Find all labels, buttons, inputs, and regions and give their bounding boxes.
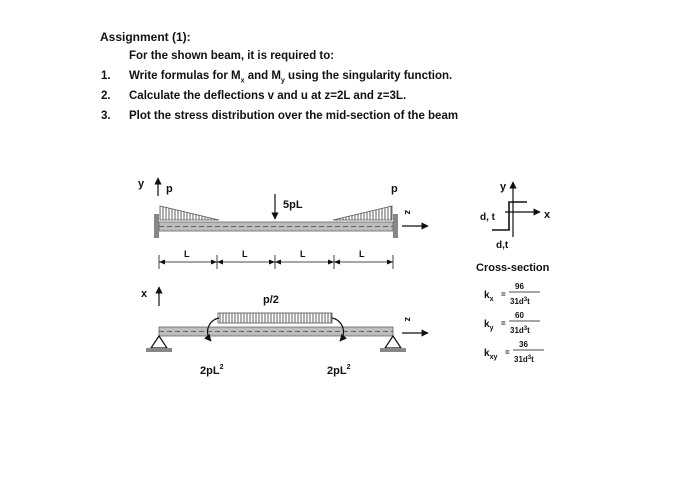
upper-load-left-label: p	[166, 183, 173, 195]
svg-text:96: 96	[515, 282, 524, 291]
ky-formula	[484, 311, 540, 335]
section-label-bottom: d,t	[496, 240, 509, 251]
lower-beam-diagram	[141, 287, 428, 377]
upper-wall-right	[393, 214, 398, 238]
svg-text:31d3t: $31d^3t$	[510, 297, 530, 306]
upper-z-axis-label: z	[403, 210, 413, 215]
distributed-load-block	[218, 313, 332, 323]
kx-formula	[484, 282, 540, 306]
svg-text:ky: $k_y$	[484, 319, 494, 332]
assignment-intro: For the shown beam, it is required to:	[129, 50, 335, 62]
svg-text:kx: $k_x$	[484, 290, 494, 303]
item-1-number: 1.	[101, 70, 111, 82]
svg-text:=: =	[501, 290, 506, 299]
item-1-part-c: using the singularity function.	[284, 70, 453, 82]
item-2-number: 2.	[101, 90, 111, 102]
svg-text:=: =	[501, 319, 506, 328]
lower-x-axis-label: x	[141, 288, 148, 300]
span-4-label: L	[359, 249, 365, 259]
svg-text:kxy: $k_{xy}$	[484, 348, 498, 361]
upper-y-axis-label: y	[138, 178, 145, 190]
section-z-profile	[492, 202, 527, 230]
upper-point-load-label: 5pL	[283, 199, 303, 211]
upper-load-right-label: p	[391, 183, 398, 195]
section-y-axis-label: y	[500, 181, 507, 193]
upper-dimension-line	[159, 255, 393, 269]
svg-text:60: 60	[515, 311, 524, 320]
kxy-formula	[484, 340, 544, 364]
item-3-text: Plot the stress distribution over the mid-section of the beam	[129, 110, 459, 122]
upper-triangular-load-right	[333, 206, 392, 220]
svg-text:31d3t: $31d^3t$	[510, 326, 530, 335]
section-x-axis-label: x	[544, 209, 551, 221]
svg-text:31d3t: $31d^3t$	[514, 355, 534, 364]
span-2-label: L	[242, 249, 248, 259]
section-label-left: d, t	[480, 212, 495, 223]
item-2-text: Calculate the deflections v and u at z=2L and z=3L.	[129, 90, 407, 102]
span-3-label: L	[300, 249, 306, 259]
lower-z-axis-label: z	[403, 317, 413, 322]
svg-text:36: 36	[519, 340, 528, 349]
item-3-number: 3.	[101, 110, 111, 122]
cross-section-diagram	[476, 181, 551, 364]
upper-beam-diagram	[138, 178, 428, 269]
pin-support-left	[146, 336, 172, 352]
item-1-sub-y: y	[280, 77, 285, 85]
span-1-label: L	[184, 249, 190, 259]
svg-text:=: =	[505, 348, 510, 357]
cross-section-title: Cross-section	[476, 262, 550, 274]
upper-wall-left	[154, 214, 159, 238]
moment-left-label: $2pL^2$	[200, 364, 224, 377]
moment-right-label: $2pL^2$	[327, 364, 351, 377]
distributed-load-label: p/2	[263, 294, 279, 306]
assignment-title: Assignment (1):	[100, 30, 191, 44]
item-1-part-a: Write formulas for M	[129, 70, 241, 82]
item-1-part-b: and M	[244, 70, 281, 82]
item-1-sub-x: x	[240, 77, 245, 85]
pin-support-right	[380, 336, 406, 352]
upper-triangular-load-left	[160, 206, 219, 220]
